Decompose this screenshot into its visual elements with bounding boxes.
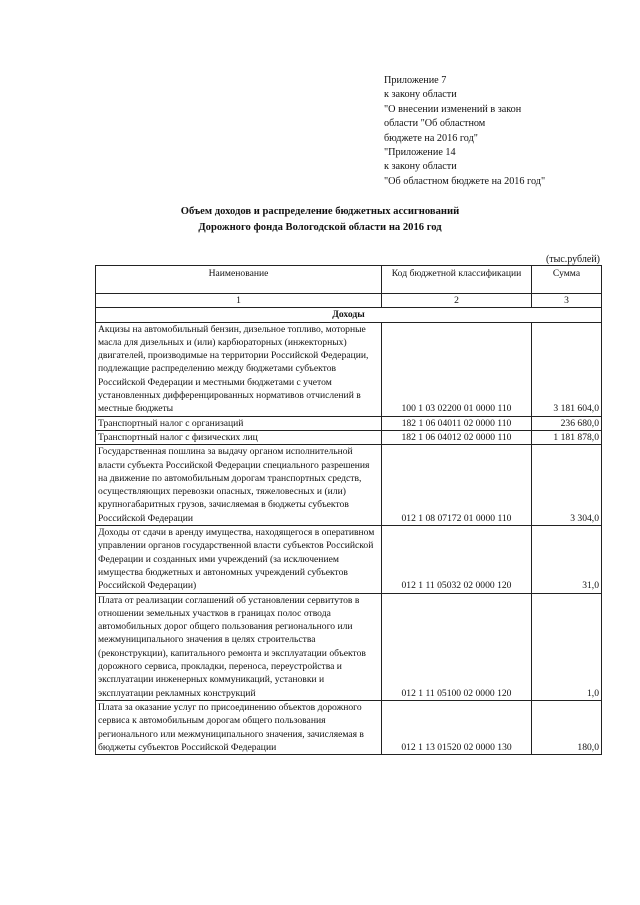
row-sum: 236 680,0 — [532, 416, 602, 430]
row-sum: 3 304,0 — [532, 445, 602, 526]
row-sum: 180,0 — [532, 700, 602, 754]
row-code: 012 1 13 01520 02 0000 130 — [382, 700, 532, 754]
title-line-2: Дорожного фонда Вологодской области на 2016 год — [198, 221, 442, 233]
row-name: Плата от реализации соглашений об установлении сервитутов в отношении земельных участков в границах полос отвода автомобильных дорог общего пользования регионального или межмуниципального значения в целях строительства (реконструкции), капитального ремонта и эксплуатации объектов дорожного сервиса, прокладки, переноса, переустройства и эксплуатации инженерных коммуникаций, установки и эксплуатации рекламных конструкций — [96, 593, 382, 700]
appendix-line: "О внесении изменений в закон — [384, 103, 522, 115]
row-code: 012 1 11 05100 02 0000 120 — [382, 593, 532, 700]
appendix-line: области "Об областном — [384, 118, 486, 130]
document-title — [90, 204, 550, 235]
column-number: 3 — [532, 294, 602, 308]
table-row — [96, 445, 602, 526]
appendix-line: "Приложение 14 — [384, 147, 456, 159]
column-number: 2 — [382, 294, 532, 308]
appendix-line: бюджете на 2016 год" — [384, 132, 478, 144]
budget-table — [95, 265, 602, 755]
row-sum: 3 181 604,0 — [532, 322, 602, 416]
row-sum: 1,0 — [532, 593, 602, 700]
row-name: Доходы от сдачи в аренду имущества, находящегося в оперативном управлении органов государственной власти субъектов Российской Федерации и созданных ими учреждений (за исключением имущества бюджетных и автономных учреждений субъектов Российской Федерации) — [96, 526, 382, 593]
unit-label: (тыс.рублей) — [545, 254, 600, 265]
row-name: Акцизы на автомобильный бензин, дизельное топливо, моторные масла для дизельных и (или) карбюраторных (инжекторных) двигателей, производимые на территории Российской Федерации, подлежащие распределению между бюджетами субъектов Российской Федерации и местными бюджетами с учетом установленных дифференцированных нормативов отчислений в местные бюджеты — [96, 322, 382, 416]
row-code: 012 1 08 07172 01 0000 110 — [382, 445, 532, 526]
row-sum: 31,0 — [532, 526, 602, 593]
column-number-row — [96, 294, 602, 308]
row-code: 182 1 06 04011 02 0000 110 — [382, 416, 532, 430]
row-name: Транспортный налог с физических лиц — [96, 430, 382, 444]
header-sum: Сумма — [532, 266, 602, 294]
appendix-line: "Об областном бюджете на 2016 год" — [384, 175, 546, 187]
appendix-line: к закону области — [384, 89, 457, 101]
section-title: Доходы — [96, 308, 602, 322]
appendix-line: к закону области — [384, 161, 457, 173]
header-code: Код бюджетной классификации — [382, 266, 532, 294]
row-name: Транспортный налог с организаций — [96, 416, 382, 430]
table-row — [96, 322, 602, 416]
row-name: Государственная пошлина за выдачу органом исполнительной власти субъекта Российской Федерации специального разрешения на движение по автомобильным дорогам транспортных средств, осуществляющих перевозки опасных, тяжеловесных и (или) крупногабаритных грузов, зачисляемая в бюджеты субъектов Российской Федерации — [96, 445, 382, 526]
table-row — [96, 526, 602, 593]
section-row — [96, 308, 602, 322]
row-sum: 1 181 878,0 — [532, 430, 602, 444]
row-code: 182 1 06 04012 02 0000 110 — [382, 430, 532, 444]
row-code: 012 1 11 05032 02 0000 120 — [382, 526, 532, 593]
table-header-row — [96, 266, 602, 294]
appendix-line: Приложение 7 — [384, 75, 447, 86]
header-name: Наименование — [96, 266, 382, 294]
row-code: 100 1 03 02200 01 0000 110 — [382, 322, 532, 416]
table-row — [96, 430, 602, 444]
title-line-1: Объем доходов и распределение бюджетных ассигнований — [180, 206, 460, 217]
table-row — [96, 416, 602, 430]
table-row — [96, 593, 602, 700]
appendix-note — [384, 74, 624, 189]
table-row — [96, 700, 602, 754]
row-name: Плата за оказание услуг по присоединению объектов дорожного сервиса к автомобильным дорогам общего пользования регионального или межмуниципального значения, зачисляемая в бюджеты субъектов Российской Федерации — [96, 700, 382, 754]
column-number: 1 — [96, 294, 382, 308]
